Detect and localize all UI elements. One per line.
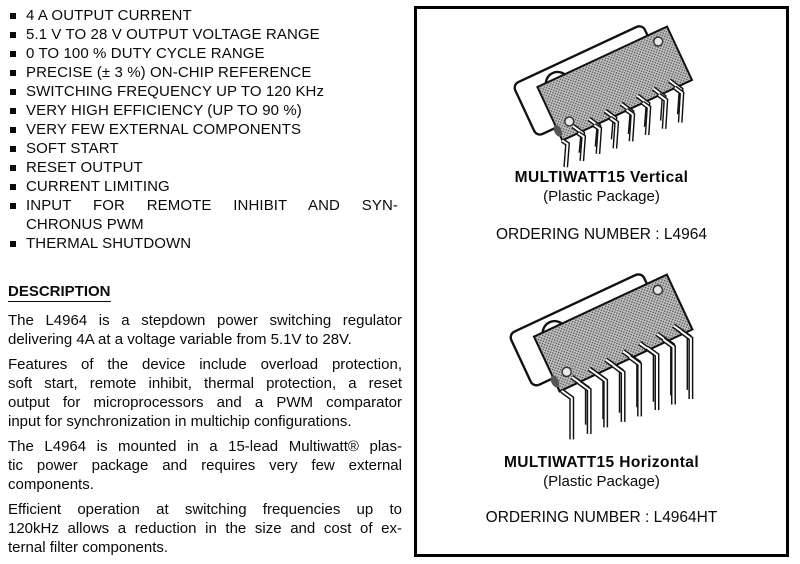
package-subtitle-vertical: (Plastic Package) xyxy=(543,188,660,205)
feature-text: PRECISE (± 3 %) ON-CHIP REFERENCE xyxy=(26,64,312,81)
package-subtitle-horizontal: (Plastic Package) xyxy=(543,473,660,490)
feature-text: VERY HIGH EFFICIENCY (UP TO 90 %) xyxy=(26,102,302,119)
bullet-square-icon xyxy=(10,146,16,152)
bullet-square-icon xyxy=(10,203,16,209)
paragraph-line: delivering 4A at a voltage variable from 5.1V to 28V. xyxy=(8,331,352,348)
description-paragraph xyxy=(8,500,402,557)
bullet-square-icon xyxy=(10,127,16,133)
feature-item xyxy=(8,158,404,177)
feature-item xyxy=(8,6,404,25)
bullet-square-icon xyxy=(10,13,16,19)
feature-text: SOFT START xyxy=(26,140,119,157)
multiwatt15-horizontal-package-drawing xyxy=(492,268,712,454)
feature-list xyxy=(8,6,404,253)
feature-item xyxy=(8,177,404,196)
paragraph-line: The L4964 is mounted in a 15-lead Multiwatt® plas- xyxy=(8,438,402,455)
bullet-square-icon xyxy=(10,108,16,114)
feature-text: 4 A OUTPUT CURRENT xyxy=(26,7,192,24)
description-paragraph xyxy=(8,355,402,431)
bullet-square-icon xyxy=(10,70,16,76)
paragraph-line: soft start, remote inhibit, thermal protection, a reset xyxy=(8,375,402,392)
feature-text: 0 TO 100 % DUTY CYCLE RANGE xyxy=(26,45,265,62)
paragraph-line: Efficient operation at switching frequencies up to xyxy=(8,501,402,518)
feature-item xyxy=(8,82,404,101)
paragraph-line: output for microprocessors and a PWM comparator xyxy=(8,394,402,411)
feature-text: THERMAL SHUTDOWN xyxy=(26,235,192,252)
package-title-horizontal: MULTIWATT15 Horizontal xyxy=(503,454,700,471)
package-title-vertical: MULTIWATT15 Vertical xyxy=(514,169,689,186)
paragraph-line: ternal filter components. xyxy=(8,539,169,556)
bullet-square-icon xyxy=(10,32,16,38)
feature-item xyxy=(8,44,404,63)
description-paragraph xyxy=(8,311,402,349)
paragraph-line: 120kHz allows a reduction in the size and cost of ex- xyxy=(8,520,402,537)
bullet-square-icon xyxy=(10,184,16,190)
feature-item xyxy=(8,139,404,158)
left-column xyxy=(8,6,404,563)
feature-item xyxy=(8,25,404,44)
feature-item xyxy=(8,196,404,234)
feature-text: CHRONUS PWM xyxy=(26,216,144,233)
ordering-number-horizontal: ORDERING NUMBER : L4964HT xyxy=(485,509,718,526)
paragraph-line: tic power package and requires very few external xyxy=(8,457,402,474)
bullet-square-icon xyxy=(10,89,16,95)
paragraph-line: Features of the device include overload protection, xyxy=(8,356,402,373)
paragraph-line: input for synchronization in multichip configurations. xyxy=(8,413,352,430)
feature-text: VERY FEW EXTERNAL COMPONENTS xyxy=(26,121,302,138)
feature-item xyxy=(8,101,404,120)
feature-text: SWITCHING FREQUENCY UP TO 120 KHz xyxy=(26,83,325,100)
bullet-square-icon xyxy=(10,165,16,171)
description-paragraph xyxy=(8,437,402,494)
feature-item xyxy=(8,234,404,253)
feature-text: RESET OUTPUT xyxy=(26,159,143,176)
multiwatt15-vertical-package-drawing xyxy=(494,17,709,169)
feature-text: INPUT FOR REMOTE INHIBIT AND SYN- xyxy=(26,197,398,214)
paragraph-line: components. xyxy=(8,476,94,493)
feature-text: CURRENT LIMITING xyxy=(26,178,170,195)
feature-item xyxy=(8,120,404,139)
bullet-square-icon xyxy=(10,241,16,247)
package-panel xyxy=(414,6,789,557)
bullet-square-icon xyxy=(10,51,16,57)
paragraph-line: The L4964 is a stepdown power switching regulator xyxy=(8,312,402,329)
feature-item xyxy=(8,63,404,82)
feature-text: 5.1 V TO 28 V OUTPUT VOLTAGE RANGE xyxy=(26,26,320,43)
description-heading: DESCRIPTION xyxy=(8,283,111,300)
ordering-number-vertical: ORDERING NUMBER : L4964 xyxy=(495,226,708,243)
